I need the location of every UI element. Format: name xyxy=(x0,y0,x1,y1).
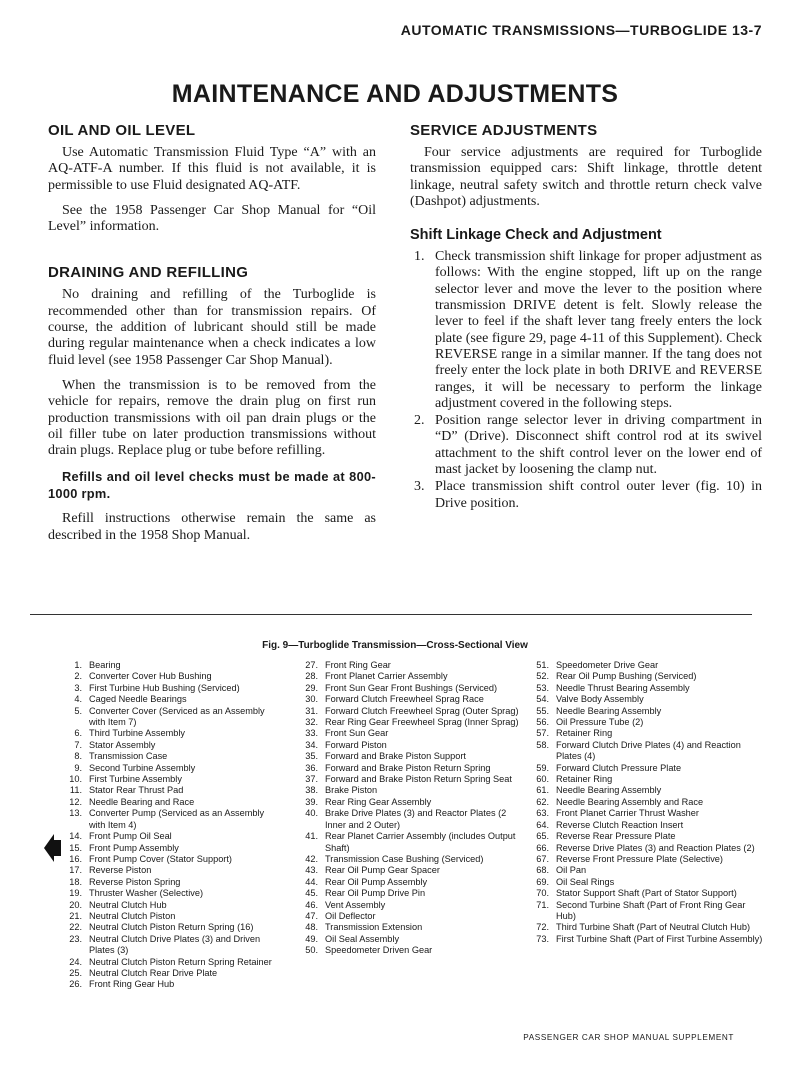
legend-number: 37. xyxy=(305,774,318,785)
legend-label: Needle Bearing Assembly xyxy=(556,785,662,796)
legend-label: Oil Pan xyxy=(556,865,587,876)
steps-list xyxy=(410,249,762,512)
legend-item xyxy=(529,717,767,728)
legend-number: 14. xyxy=(69,831,82,842)
legend-number: 25. xyxy=(69,967,82,978)
legend-label: Reverse Front Pressure Plate (Selective) xyxy=(556,853,723,864)
legend-item xyxy=(62,900,280,911)
legend-label: Oil Seal Assembly xyxy=(325,933,400,944)
legend-item xyxy=(62,979,280,990)
legend-number: 65. xyxy=(536,831,549,842)
legend-number: 64. xyxy=(536,819,549,830)
step-item xyxy=(410,479,762,512)
legend-label: Front Pump Cover (Stator Support) xyxy=(89,853,232,864)
legend-label: Forward and Brake Piston Return Spring Seat xyxy=(325,774,512,785)
legend-item xyxy=(62,934,280,957)
bold-note: Refills and oil level checks must be made at 800-1000 rpm. xyxy=(48,469,376,502)
legend-item xyxy=(298,945,520,956)
legend-item xyxy=(62,694,280,705)
legend-label: Reverse Rear Pressure Plate xyxy=(556,831,676,842)
legend-item xyxy=(62,831,280,842)
legend-label: Forward Clutch Freewheel Sprag Race xyxy=(325,694,484,705)
legend-number: 5. xyxy=(74,705,82,716)
legend-item xyxy=(62,683,280,694)
legend-item xyxy=(62,877,280,888)
legend-number: 70. xyxy=(536,888,549,899)
legend-label: Needle Bearing Assembly and Race xyxy=(556,796,704,807)
legend-item xyxy=(62,865,280,876)
paragraph: Use Automatic Transmission Fluid Type “A” with an AQ-ATF-A number. If this fluid is not available, it is permissible to use Fluid designated AQ-ATF. xyxy=(48,145,376,193)
legend-item xyxy=(298,831,520,854)
legend-label: Reverse Piston xyxy=(89,865,152,876)
legend-number: 59. xyxy=(536,762,549,773)
legend-number: 45. xyxy=(305,888,318,899)
legend-label: Bearing xyxy=(89,660,121,670)
figure-legend-column-1 xyxy=(62,660,280,991)
legend-number: 42. xyxy=(305,853,318,864)
legend-number: 30. xyxy=(305,694,318,705)
legend-number: 62. xyxy=(536,796,549,807)
legend-label: Reverse Clutch Reaction Insert xyxy=(556,819,684,830)
legend-item xyxy=(529,763,767,774)
section-heading: DRAINING AND REFILLING xyxy=(48,264,249,282)
running-head: AUTOMATIC TRANSMISSIONS—TURBOGLIDE 13-7 xyxy=(400,22,762,38)
shift-linkage-section xyxy=(410,227,762,512)
legend-item xyxy=(62,922,280,933)
legend-item xyxy=(62,808,280,831)
legend-label: Front Sun Gear xyxy=(325,728,389,739)
legend-item xyxy=(529,877,767,888)
legend-label: Thruster Washer (Selective) xyxy=(89,888,204,899)
legend-number: 63. xyxy=(536,808,549,819)
legend-number: 13. xyxy=(69,808,82,819)
legend-item xyxy=(298,717,520,728)
legend-number: 73. xyxy=(536,933,549,944)
legend-number: 10. xyxy=(69,774,82,785)
legend-number: 52. xyxy=(536,671,549,682)
figure-caption: Fig. 9—Turboglide Transmission—Cross-Sectional View xyxy=(262,640,528,651)
legend-item xyxy=(529,671,767,682)
legend-label: Needle Bearing Assembly xyxy=(556,705,662,716)
legend-number: 22. xyxy=(69,922,82,933)
legend-label: Forward and Brake Piston Return Spring xyxy=(325,762,491,773)
legend-number: 16. xyxy=(69,853,82,864)
legend-number: 18. xyxy=(69,876,82,887)
legend-item xyxy=(298,911,520,922)
legend-label: Rear Planet Carrier Assembly (includes Output Shaft) xyxy=(325,831,516,853)
legend-item xyxy=(298,740,520,751)
legend-item xyxy=(529,660,767,671)
legend-item xyxy=(62,911,280,922)
draining-and-refilling-section xyxy=(48,264,376,544)
legend-item xyxy=(529,888,767,899)
legend-number: 35. xyxy=(305,751,318,762)
legend-label: Caged Needle Bearings xyxy=(89,694,187,705)
legend-number: 21. xyxy=(69,910,82,921)
legend-number: 23. xyxy=(69,933,82,944)
legend-label: Transmission Case Bushing (Serviced) xyxy=(325,853,484,864)
legend-number: 26. xyxy=(69,979,82,990)
legend-item xyxy=(529,831,767,842)
legend-number: 47. xyxy=(305,910,318,921)
legend-label: Neutral Clutch Piston Return Spring Retainer xyxy=(89,956,272,967)
legend-item xyxy=(298,660,520,671)
legend-item xyxy=(298,763,520,774)
legend-label: Transmission Case xyxy=(89,751,168,762)
legend-number: 6. xyxy=(74,728,82,739)
legend-item xyxy=(62,751,280,762)
step-number: 3. xyxy=(414,479,425,495)
legend-item xyxy=(529,785,767,796)
legend-number: 36. xyxy=(305,762,318,773)
legend-number: 44. xyxy=(305,876,318,887)
legend-label: Second Turbine Shaft (Part of Front Ring Gear Hub) xyxy=(556,899,746,921)
legend-item xyxy=(298,728,520,739)
legend-number: 53. xyxy=(536,682,549,693)
legend-label: Front Ring Gear Hub xyxy=(89,979,175,990)
legend-item xyxy=(62,728,280,739)
legend-item xyxy=(298,774,520,785)
legend-label: Stator Support Shaft (Part of Stator Support) xyxy=(556,888,737,899)
legend-number: 39. xyxy=(305,796,318,807)
legend-label: Oil Deflector xyxy=(325,910,376,921)
legend-number: 38. xyxy=(305,785,318,796)
legend-number: 68. xyxy=(536,865,549,876)
legend-item xyxy=(62,957,280,968)
figure-legend-column-3 xyxy=(529,660,767,945)
legend-number: 32. xyxy=(305,717,318,728)
legend-number: 60. xyxy=(536,774,549,785)
legend-number: 7. xyxy=(74,739,82,750)
legend-label: Third Turbine Assembly xyxy=(89,728,185,739)
legend-label: Converter Cover (Serviced as an Assembly with Item 7) xyxy=(89,705,265,728)
legend-number: 66. xyxy=(536,842,549,853)
left-arrow-icon-stem[interactable] xyxy=(53,840,61,856)
legend-item xyxy=(529,694,767,705)
legend-label: Stator Assembly xyxy=(89,739,156,750)
legend-number: 55. xyxy=(536,705,549,716)
legend-label: Neutral Clutch Piston xyxy=(89,910,176,921)
legend-label: Retainer Ring xyxy=(556,774,613,785)
page-footer: PASSENGER CAR SHOP MANUAL SUPPLEMENT xyxy=(523,1033,734,1042)
legend-label: Stator Rear Thrust Pad xyxy=(89,785,184,796)
service-adjustments-section xyxy=(410,122,762,210)
legend-number: 46. xyxy=(305,899,318,910)
legend-item xyxy=(298,706,520,717)
legend-item xyxy=(298,900,520,911)
right-column xyxy=(410,122,762,513)
legend-number: 57. xyxy=(536,728,549,739)
legend-item xyxy=(298,877,520,888)
legend-label: Forward and Brake Piston Support xyxy=(325,751,466,762)
legend-item xyxy=(62,785,280,796)
legend-label: Neutral Clutch Hub xyxy=(89,899,167,910)
legend-label: Rear Oil Pump Bushing (Serviced) xyxy=(556,671,697,682)
legend-number: 20. xyxy=(69,899,82,910)
legend-number: 50. xyxy=(305,945,318,956)
step-item xyxy=(410,249,762,412)
legend-item xyxy=(529,740,767,763)
legend-number: 3. xyxy=(74,682,82,693)
paragraph: When the transmission is to be removed from the vehicle for repairs, remove the drain plug on first run production transmissions with oil pan drain plugs or the oil filler tube on later production transmissions without drain plugs. Replace plug or tube before refilling. xyxy=(48,377,376,459)
legend-item xyxy=(62,763,280,774)
legend-label: Rear Ring Gear Freewheel Sprag (Inner Sprag) xyxy=(325,717,519,728)
legend-item xyxy=(62,854,280,865)
legend-item xyxy=(298,683,520,694)
legend-label: Speedometer Driven Gear xyxy=(325,945,433,956)
legend-label: Forward Clutch Pressure Plate xyxy=(556,762,682,773)
legend-number: 56. xyxy=(536,717,549,728)
paragraph: Refill instructions otherwise remain the same as described in the 1958 Shop Manual. xyxy=(48,511,376,543)
legend-number: 11. xyxy=(69,785,82,796)
left-column xyxy=(48,122,376,553)
step-text: Place transmission shift control outer lever (fig. 10) in Drive position. xyxy=(435,479,762,511)
legend-label: Valve Body Assembly xyxy=(556,694,644,705)
legend-number: 72. xyxy=(536,922,549,933)
legend-item xyxy=(62,797,280,808)
legend-number: 69. xyxy=(536,876,549,887)
legend-label: First Turbine Assembly xyxy=(89,774,182,785)
legend-item xyxy=(529,922,767,933)
legend-label: First Turbine Hub Bushing (Serviced) xyxy=(89,682,240,693)
divider xyxy=(30,614,752,615)
legend-number: 71. xyxy=(536,899,549,910)
legend-number: 19. xyxy=(69,888,82,899)
legend-number: 29. xyxy=(305,682,318,693)
legend-label: Neutral Clutch Drive Plates (3) and Driven Plates (3) xyxy=(89,933,261,956)
legend-item xyxy=(529,728,767,739)
legend-label: Rear Oil Pump Gear Spacer xyxy=(325,865,440,876)
legend-label: Needle Bearing and Race xyxy=(89,796,195,807)
legend-number: 58. xyxy=(536,739,549,750)
legend-label: Vent Assembly xyxy=(325,899,386,910)
legend-number: 40. xyxy=(305,808,318,819)
legend-label: Transmission Extension xyxy=(325,922,423,933)
legend-item xyxy=(62,888,280,899)
legend-item xyxy=(62,660,280,671)
legend-label: Second Turbine Assembly xyxy=(89,762,196,773)
paragraph: See the 1958 Passenger Car Shop Manual for “Oil Level” information. xyxy=(48,202,376,235)
legend-label: Rear Oil Pump Drive Pin xyxy=(325,888,426,899)
legend-item xyxy=(529,683,767,694)
legend-label: Oil Seal Rings xyxy=(556,876,615,887)
legend-item xyxy=(62,740,280,751)
legend-number: 1. xyxy=(74,660,82,670)
legend-number: 17. xyxy=(69,865,82,876)
oil-and-oil-level-section xyxy=(48,122,376,235)
legend-number: 12. xyxy=(69,796,82,807)
legend-number: 15. xyxy=(69,842,82,853)
legend-item xyxy=(298,934,520,945)
legend-item xyxy=(529,808,767,819)
legend-item xyxy=(62,671,280,682)
legend-item xyxy=(529,900,767,923)
legend-label: Brake Piston xyxy=(325,785,378,796)
legend-item xyxy=(62,968,280,979)
legend-label: Converter Pump (Serviced as an Assembly with Item 4) xyxy=(89,808,265,830)
legend-label: Front Pump Oil Seal xyxy=(89,831,172,842)
legend-item xyxy=(298,751,520,762)
legend-number: 9. xyxy=(74,762,82,773)
legend-item xyxy=(529,854,767,865)
legend-number: 2. xyxy=(74,671,82,682)
legend-number: 31. xyxy=(305,705,318,716)
legend-item xyxy=(529,774,767,785)
legend-number: 61. xyxy=(536,785,549,796)
legend-label: Rear Oil Pump Assembly xyxy=(325,876,428,887)
legend-number: 8. xyxy=(74,751,82,762)
figure-legend-column-2 xyxy=(298,660,520,957)
legend-item xyxy=(298,808,520,831)
legend-item xyxy=(298,922,520,933)
legend-label: First Turbine Shaft (Part of First Turbine Assembly) xyxy=(556,933,763,944)
legend-number: 34. xyxy=(305,739,318,750)
legend-item xyxy=(529,934,767,945)
legend-item xyxy=(298,797,520,808)
legend-label: Front Ring Gear xyxy=(325,660,391,670)
legend-label: Converter Cover Hub Bushing xyxy=(89,671,212,682)
legend-item xyxy=(298,865,520,876)
section-heading: SERVICE ADJUSTMENTS xyxy=(410,122,598,139)
legend-number: 48. xyxy=(305,922,318,933)
step-text: Position range selector lever in driving compartment in “D” (Drive). Disconnect shift control rod at its swivel attachment to the shift control lever on the lower end of mast jacket by loosening the clamp nut. xyxy=(435,413,762,478)
legend-label: Third Turbine Shaft (Part of Neutral Clutch Hub) xyxy=(556,922,751,933)
step-number: 2. xyxy=(414,413,425,429)
legend-number: 43. xyxy=(305,865,318,876)
legend-number: 54. xyxy=(536,694,549,705)
legend-item xyxy=(529,706,767,717)
legend-item xyxy=(298,694,520,705)
legend-item xyxy=(62,706,280,729)
legend-item xyxy=(529,797,767,808)
legend-label: Neutral Clutch Piston Return Spring (16) xyxy=(89,922,254,933)
legend-item xyxy=(298,671,520,682)
legend-number: 49. xyxy=(305,933,318,944)
legend-label: Needle Thrust Bearing Assembly xyxy=(556,682,690,693)
legend-number: 67. xyxy=(536,853,549,864)
paragraph: No draining and refilling of the Turboglide is recommended other than for transmission repairs. Of course, the addition of lubricant should still be made during regular maintenance when a check indicates a low fluid level (see 1958 Passenger Car Shop Manual). xyxy=(48,287,376,368)
legend-label: Speedometer Drive Gear xyxy=(556,660,659,670)
legend-label: Front Planet Carrier Thrust Washer xyxy=(556,808,699,819)
step-number: 1. xyxy=(414,249,425,265)
legend-item xyxy=(62,843,280,854)
legend-label: Front Pump Assembly xyxy=(89,842,179,853)
legend-number: 41. xyxy=(305,831,318,842)
legend-item xyxy=(529,865,767,876)
legend-item xyxy=(298,854,520,865)
legend-label: Brake Drive Plates (3) and Reactor Plates (2 Inner and 2 Outer) xyxy=(325,808,507,830)
legend-number: 33. xyxy=(305,728,318,739)
legend-label: Oil Pressure Tube (2) xyxy=(556,717,644,728)
legend-label: Front Sun Gear Front Bushings (Serviced) xyxy=(325,682,498,693)
legend-item xyxy=(298,785,520,796)
legend-item xyxy=(529,843,767,854)
legend-label: Retainer Ring xyxy=(556,728,613,739)
legend-label: Forward Clutch Drive Plates (4) and Reaction Plates (4) xyxy=(556,739,741,762)
paragraph: Four service adjustments are required for Turboglide transmission equipped cars: Shift linkage, throttle detent linkage, neutral safety switch and throttle return check valve (Dashpot) adjustments. xyxy=(410,145,762,209)
legend-item xyxy=(529,820,767,831)
legend-number: 4. xyxy=(74,694,82,705)
section-heading: OIL AND OIL LEVEL xyxy=(48,122,196,139)
page-title: MAINTENANCE AND ADJUSTMENTS xyxy=(171,80,619,108)
legend-item xyxy=(62,774,280,785)
legend-number: 27. xyxy=(305,660,318,670)
step-text: Check transmission shift linkage for proper adjustment as follows: With the engine stopped, lift up on the range selector lever and move the lever to the position where transmission DRIVE detent is felt. Slowly release the lever to feel if the shaft lever tang freely enters the lock plate (see figure 29, page 4-11 of this Supplement). Check REVERSE range in a similar manner. If the tang does not freely enter the lock plate in both DRIVE and REVERSE ranges, it will be necessary to perform the linkage adjustment covered in the following steps. xyxy=(435,249,762,411)
legend-label: Neutral Clutch Rear Drive Plate xyxy=(89,967,218,978)
legend-label: Forward Piston xyxy=(325,739,387,750)
legend-label: Front Planet Carrier Assembly xyxy=(325,671,448,682)
legend-number: 28. xyxy=(305,671,318,682)
legend-number: 51. xyxy=(536,660,549,670)
legend-label: Reverse Piston Spring xyxy=(89,876,181,887)
step-item xyxy=(410,413,762,478)
legend-label: Rear Ring Gear Assembly xyxy=(325,796,432,807)
legend-item xyxy=(298,888,520,899)
legend-label: Reverse Drive Plates (3) and Reaction Plates (2) xyxy=(556,842,755,853)
legend-number: 24. xyxy=(69,956,82,967)
subsection-heading: Shift Linkage Check and Adjustment xyxy=(410,227,662,244)
legend-label: Forward Clutch Freewheel Sprag (Outer Sprag) xyxy=(325,705,519,716)
